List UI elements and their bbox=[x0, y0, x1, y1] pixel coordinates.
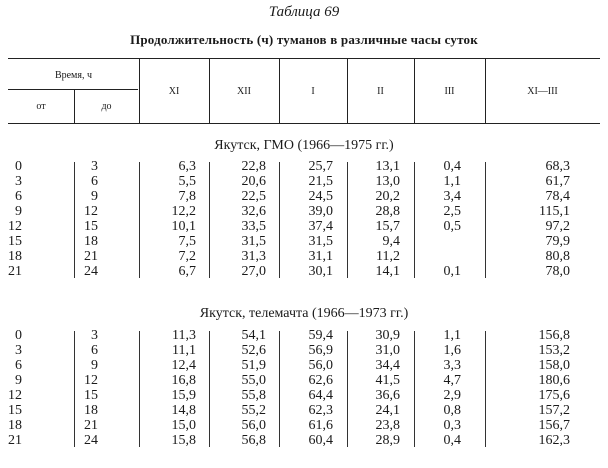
table-cell: 0,4 bbox=[443, 159, 461, 174]
column-header: I bbox=[311, 86, 315, 97]
table-cell: 15,7 bbox=[375, 219, 400, 234]
table-cell: 16,8 bbox=[171, 373, 196, 388]
table-cell: 15,0 bbox=[171, 418, 196, 433]
table-cell: 6 bbox=[15, 189, 22, 204]
table-cell: 9 bbox=[15, 204, 22, 219]
column-divider bbox=[414, 162, 415, 278]
table-cell: 7,8 bbox=[178, 189, 196, 204]
table-cell: 7,5 bbox=[178, 234, 196, 249]
table-cell: 18 bbox=[84, 403, 98, 418]
table-cell: 12 bbox=[84, 204, 98, 219]
table-cell: 24,5 bbox=[308, 189, 333, 204]
table-cell: 3 bbox=[91, 328, 98, 343]
table-cell: 37,4 bbox=[308, 219, 333, 234]
table-cell: 9 bbox=[15, 373, 22, 388]
table-cell: 9 bbox=[91, 358, 98, 373]
table-cell: 5,5 bbox=[178, 174, 196, 189]
table-cell: 2,9 bbox=[443, 388, 461, 403]
table-cell: 22,8 bbox=[241, 159, 266, 174]
table-cell: 162,3 bbox=[538, 433, 570, 448]
table-cell: 1,6 bbox=[443, 343, 461, 358]
column-divider bbox=[279, 162, 280, 278]
table-cell: 60,4 bbox=[308, 433, 333, 448]
table-cell: 31,5 bbox=[308, 234, 333, 249]
table-cell: 0,5 bbox=[443, 219, 461, 234]
table-cell: 6 bbox=[91, 343, 98, 358]
table-cell: 39,0 bbox=[308, 204, 333, 219]
table-cell: 18 bbox=[8, 418, 22, 433]
column-header: II bbox=[377, 86, 384, 97]
table-cell: 6 bbox=[15, 358, 22, 373]
table-cell: 6,7 bbox=[178, 264, 196, 279]
table-cell: 9,4 bbox=[382, 234, 400, 249]
column-divider bbox=[347, 162, 348, 278]
table-cell: 14,1 bbox=[375, 264, 400, 279]
table-cell: 14,8 bbox=[171, 403, 196, 418]
table-cell: 115,1 bbox=[539, 204, 570, 219]
table-cell: 12 bbox=[8, 388, 22, 403]
table-cell: 33,5 bbox=[241, 219, 266, 234]
time-subheader-rule bbox=[8, 89, 138, 90]
table-cell: 23,8 bbox=[375, 418, 400, 433]
table-cell: 9 bbox=[91, 189, 98, 204]
table-cell: 21,5 bbox=[308, 174, 333, 189]
table-cell: 15,9 bbox=[171, 388, 196, 403]
table-cell: 25,7 bbox=[308, 159, 333, 174]
table-cell: 21 bbox=[8, 433, 22, 448]
table-cell: 30,9 bbox=[375, 328, 400, 343]
column-divider bbox=[414, 331, 415, 447]
table-cell: 62,6 bbox=[308, 373, 333, 388]
table-cell: 22,5 bbox=[241, 189, 266, 204]
table-cell: 18 bbox=[84, 234, 98, 249]
column-header: XII bbox=[237, 86, 251, 97]
table-cell: 0,3 bbox=[443, 418, 461, 433]
table-cell: 20,6 bbox=[241, 174, 266, 189]
table-cell: 0,1 bbox=[443, 264, 461, 279]
table-cell: 55,8 bbox=[241, 388, 266, 403]
table-cell: 12 bbox=[84, 373, 98, 388]
column-divider bbox=[485, 162, 486, 278]
table-cell: 31,0 bbox=[375, 343, 400, 358]
table-cell: 24 bbox=[84, 433, 98, 448]
table-cell: 7,2 bbox=[178, 249, 196, 264]
table-cell: 15 bbox=[8, 403, 22, 418]
table-cell: 3 bbox=[15, 174, 22, 189]
table-cell: 55,0 bbox=[241, 373, 266, 388]
table-cell: 21 bbox=[8, 264, 22, 279]
table-cell: 12 bbox=[8, 219, 22, 234]
table-cell: 31,1 bbox=[308, 249, 333, 264]
table-cell: 10,1 bbox=[171, 219, 196, 234]
table-cell: 3 bbox=[91, 159, 98, 174]
table-cell: 68,3 bbox=[545, 159, 570, 174]
time-group-header: Время, ч bbox=[54, 70, 93, 81]
table-cell: 28,8 bbox=[375, 204, 400, 219]
table-cell: 156,7 bbox=[538, 418, 570, 433]
column-header: III bbox=[444, 86, 455, 97]
column-divider bbox=[347, 331, 348, 447]
table-cell: 21 bbox=[84, 249, 98, 264]
table-cell: 52,6 bbox=[241, 343, 266, 358]
table-cell: 80,8 bbox=[545, 249, 570, 264]
table-cell: 61,7 bbox=[545, 174, 570, 189]
table-cell: 27,0 bbox=[241, 264, 266, 279]
table-cell: 20,2 bbox=[375, 189, 400, 204]
table-cell: 158,0 bbox=[538, 358, 570, 373]
table-cell: 1,1 bbox=[443, 328, 461, 343]
table-cell: 15,8 bbox=[171, 433, 196, 448]
table-cell: 180,6 bbox=[538, 373, 570, 388]
table-cell: 78,0 bbox=[545, 264, 570, 279]
table-cell: 11,3 bbox=[172, 328, 196, 343]
table-cell: 3,4 bbox=[443, 189, 461, 204]
table-cell: 78,4 bbox=[545, 189, 570, 204]
table-cell: 62,3 bbox=[308, 403, 333, 418]
table-cell: 3 bbox=[15, 343, 22, 358]
column-divider bbox=[209, 331, 210, 447]
table-cell: 12,4 bbox=[171, 358, 196, 373]
table-cell: 56,8 bbox=[241, 433, 266, 448]
table-cell: 51,9 bbox=[241, 358, 266, 373]
table-cell: 15 bbox=[8, 234, 22, 249]
table-cell: 6,3 bbox=[178, 159, 196, 174]
column-divider bbox=[139, 331, 140, 447]
table-cell: 97,2 bbox=[545, 219, 570, 234]
station-heading: Якутск, ГМО (1966—1975 гг.) bbox=[214, 138, 394, 153]
column-divider bbox=[139, 162, 140, 278]
table-cell: 30,1 bbox=[308, 264, 333, 279]
table-cell: 0,8 bbox=[443, 403, 461, 418]
table-cell: 13,0 bbox=[375, 174, 400, 189]
table-cell: 59,4 bbox=[308, 328, 333, 343]
table-cell: 175,6 bbox=[538, 388, 570, 403]
table-number: Таблица 69 bbox=[268, 4, 340, 20]
header-bottom-rule bbox=[8, 123, 600, 124]
table-cell: 11,1 bbox=[172, 343, 196, 358]
table-cell: 32,6 bbox=[241, 204, 266, 219]
table-cell: 56,0 bbox=[308, 358, 333, 373]
table-cell: 3,3 bbox=[443, 358, 461, 373]
table-cell: 2,5 bbox=[443, 204, 461, 219]
table-cell: 24,1 bbox=[375, 403, 400, 418]
column-divider bbox=[209, 162, 210, 278]
table-cell: 15 bbox=[84, 388, 98, 403]
table-cell: 31,5 bbox=[241, 234, 266, 249]
table-title: Продолжительность (ч) туманов в различные часы суток bbox=[130, 32, 478, 47]
column-header: XI—III bbox=[527, 86, 558, 97]
table-cell: 6 bbox=[91, 174, 98, 189]
table-cell: 34,4 bbox=[375, 358, 400, 373]
table-cell: 28,9 bbox=[375, 433, 400, 448]
table-cell: 11,2 bbox=[376, 249, 400, 264]
table-cell: 21 bbox=[84, 418, 98, 433]
table-cell: 31,3 bbox=[241, 249, 266, 264]
table-cell: 0,4 bbox=[443, 433, 461, 448]
table-cell: 54,1 bbox=[241, 328, 266, 343]
table-cell: 56,0 bbox=[241, 418, 266, 433]
table-cell: 56,9 bbox=[308, 343, 333, 358]
table-cell: 79,9 bbox=[545, 234, 570, 249]
table-cell: 0 bbox=[15, 328, 22, 343]
table-cell: 13,1 bbox=[375, 159, 400, 174]
table-cell: 4,7 bbox=[443, 373, 461, 388]
table-cell: 157,2 bbox=[538, 403, 570, 418]
table-cell: 15 bbox=[84, 219, 98, 234]
table-cell: 18 bbox=[8, 249, 22, 264]
table-cell: 41,5 bbox=[375, 373, 400, 388]
table-cell: 1,1 bbox=[443, 174, 461, 189]
from-header: от bbox=[36, 101, 46, 112]
table-cell: 64,4 bbox=[308, 388, 333, 403]
table-cell: 156,8 bbox=[538, 328, 570, 343]
table-cell: 0 bbox=[15, 159, 22, 174]
table-cell: 36,6 bbox=[375, 388, 400, 403]
table-cell: 55,2 bbox=[241, 403, 266, 418]
header-top-rule bbox=[8, 58, 600, 59]
column-divider bbox=[279, 331, 280, 447]
to-header: до bbox=[101, 101, 112, 112]
column-divider bbox=[485, 331, 486, 447]
column-header: XI bbox=[168, 86, 180, 97]
table-cell: 153,2 bbox=[538, 343, 570, 358]
table-cell: 24 bbox=[84, 264, 98, 279]
station-heading: Якутск, телемачта (1966—1973 гг.) bbox=[199, 306, 409, 321]
table-cell: 61,6 bbox=[308, 418, 333, 433]
table-cell: 12,2 bbox=[171, 204, 196, 219]
